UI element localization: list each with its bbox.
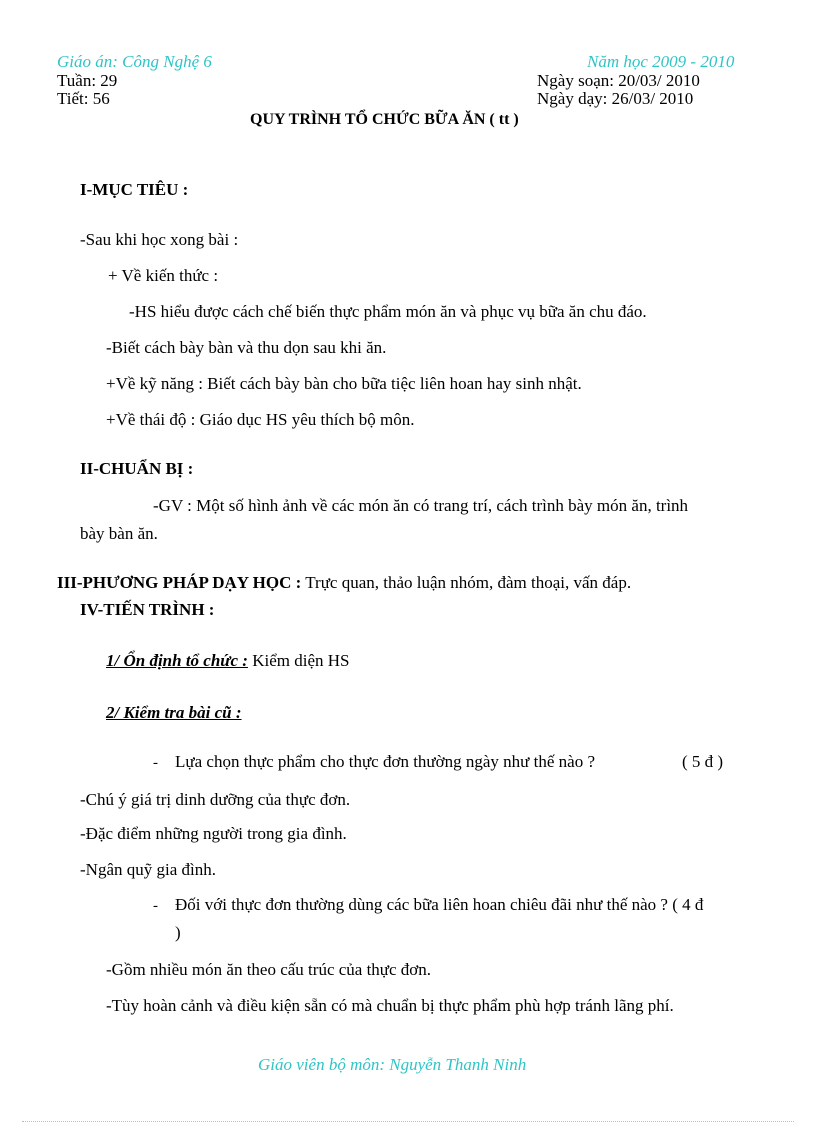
preparation-line-cont: bày bàn ăn. [80,524,158,543]
header-teach-date: Ngày dạy: 26/03/ 2010 [537,89,694,108]
section-methods-text: Trực quan, thảo luận nhóm, đàm thoại, vấn đáp. [301,573,632,592]
section-preparation-heading: II-CHUẨN BỊ : [80,459,194,478]
page-bottom-rule [22,1121,794,1122]
bullet-dash: - [153,755,158,771]
question-2-cont: ) [175,923,181,942]
section-process-heading: IV-TIẾN TRÌNH : [80,600,215,619]
section-objectives-heading: I-MỤC TIÊU : [80,180,189,199]
question-1-text: Lựa chọn thực phẩm cho thực đơn thường ngày như thế nào ? [175,752,596,771]
answer-line: -Gồm nhiều món ăn theo cấu trúc của thực đơn. [106,960,432,979]
header-lesson: Tiết: 56 [57,89,110,108]
objective-line: + Về kiến thức : [108,266,219,285]
objective-line: +Về kỹ năng : Biết cách bày bàn cho bữa tiệc liên hoan hay sinh nhật. [106,374,582,393]
header-subject: Giáo án: Công Nghệ 6 [57,52,212,71]
preparation-line: -GV : Một số hình ảnh về các món ăn có trang trí, cách trình bày món ăn, trình [153,496,689,515]
section-methods-heading: III-PHƯƠNG PHÁP DẠY HỌC : [57,573,302,592]
footer-teacher: Giáo viên bộ môn: Nguyễn Thanh Ninh [258,1055,527,1074]
objective-line: -HS hiểu được cách chế biến thực phẩm món ăn và phục vụ bữa ăn chu đáo. [129,302,647,321]
answer-line: -Ngân quỹ gia đình. [80,860,216,879]
objective-line: -Sau khi học xong bài : [80,230,239,249]
answer-line: -Đặc điểm những người trong gia đình. [80,824,347,843]
question-1 [153,752,595,772]
step-organization-label: 1/ Ổn định tổ chức : [106,651,248,670]
objective-line: -Biết cách bày bàn và thu dọn sau khi ăn. [106,338,387,357]
header-school-year: Năm học 2009 - 2010 [587,52,735,71]
header-prep-date: Ngày soạn: 20/03/ 2010 [537,71,700,90]
question-2-text: Đối với thực đơn thường dùng các bữa liên hoan chiêu đãi như thế nào ? ( 4 đ [175,895,704,914]
step-organization-text: Kiểm diện HS [247,651,350,670]
page-title: QUY TRÌNH TỔ CHỨC BỮA ĂN ( tt ) [250,111,519,128]
question-1-score: ( 5 đ ) [682,752,724,771]
section-methods [57,573,631,593]
objective-line: +Về thái độ : Giáo dục HS yêu thích bộ môn. [106,410,415,429]
answer-line: -Tùy hoàn cảnh và điều kiện sẵn có mà chuẩn bị thực phẩm phù hợp tránh lãng phí. [106,996,674,1015]
header-week: Tuần: 29 [57,71,118,90]
question-2 [153,895,703,915]
bullet-dash: - [153,898,158,914]
step-organization [106,651,349,671]
step-review-label: 2/ Kiểm tra bài cũ : [106,703,242,722]
answer-line: -Chú ý giá trị dinh dưỡng của thực đơn. [80,790,351,809]
